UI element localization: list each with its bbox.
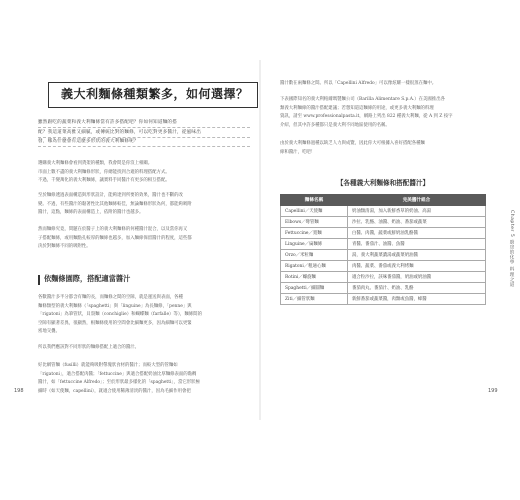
section-heading bbox=[38, 274, 250, 286]
text-line: 醬汁，這點，麵條的表面構造上，依附的醬汁也越多。 bbox=[38, 210, 144, 216]
body-paragraph bbox=[38, 344, 250, 353]
text-line: 類義大利麵條的醬汁搭配建議；若想知道這麵條的用途，或更多義大利麵的料理 bbox=[280, 105, 434, 111]
table-cell: Ziti／細管狀麵 bbox=[281, 294, 348, 305]
text-line: 細時（如天使麵，capellini），就適合使用稀薄清淡的醬汁，因為毛細作用會把 bbox=[38, 388, 191, 394]
text-line: 「rigatoni」，適合搭配肉醬；「fettuccine」與適合搭配奶油比厚麵條表面的黏稠 bbox=[38, 371, 197, 377]
text-line: 條和醬汁，吃吧！ bbox=[280, 149, 316, 155]
text-line: 選購義大利麵條會看到貨架的種類，我會問是你沒上相關。 bbox=[38, 161, 153, 166]
text-line: 下表國際知名的義大利帕爾瑪製麵公司（Barilla Alimentare S.p.A.）在美國推出各 bbox=[280, 97, 446, 102]
text-line: 空隙有顯著差異，很顯然，根麵條使用的空間會比細麵更多，因為細麵可以更緊 bbox=[38, 320, 192, 326]
body-paragraph bbox=[38, 226, 250, 252]
table-cell: Rotini／螺旋麵 bbox=[281, 272, 348, 283]
title-box bbox=[48, 82, 258, 108]
text-line: 子搭配麵條，或用麵點孔較厚的麵條也越多，加入麵條保留醬汁的程度，這些都 bbox=[38, 235, 192, 241]
column-header: 麵條名稱 bbox=[281, 195, 348, 206]
text-line: 醬汁，如「fettuccine Alfredo」；至於形狀最多樣化的「spaghetti」，當它形狀極 bbox=[38, 380, 200, 386]
table-row bbox=[281, 283, 486, 294]
dashed-rule bbox=[38, 146, 250, 147]
section-bar bbox=[38, 275, 40, 285]
body-paragraph bbox=[38, 294, 250, 337]
table-row bbox=[281, 272, 486, 283]
table-cell: Elbows／彎管麵 bbox=[281, 217, 348, 228]
column-header: 完美醬汁組合 bbox=[348, 195, 486, 206]
table-title: 【各種義大利麵條和搭配醬汁】 bbox=[336, 179, 430, 187]
intro-text bbox=[38, 118, 250, 147]
table-cell: 白醬、肉醬，蔬菜或鮮奶油乳酪醬 bbox=[348, 228, 486, 239]
intro-line: 雖然跟吃的蔬菜和義大利麵條當有許多搭配吧？你如何知道麵的搭 bbox=[38, 120, 178, 125]
text-line: 麵條類型的義大利麵條（「spaghetti」與「linguine」為長麵條，「penne」與 bbox=[38, 303, 192, 309]
text-line: 市面上數不盡的義大利麵條形狀，你總能找到合適的料理搭配方式。 bbox=[38, 169, 170, 175]
table-cell: 奶油類清湯，加入新鮮香草的奶油、高湯 bbox=[348, 206, 486, 217]
text-line: 介紹，但其中許多種都只是義大利不同地區使用的名稱。 bbox=[280, 122, 390, 128]
body-paragraph bbox=[280, 80, 486, 89]
pasta-sauce-table bbox=[280, 194, 486, 305]
page-number: 199 bbox=[488, 388, 498, 394]
text-line: 然而麵條究竟，問題在於醬子上的義大利麵條的何種醬汁混合，以及當你再又 bbox=[38, 227, 188, 232]
text-line: 不過，千變萬化的義大利麵條，讓實料手同醬汁有更多的相互搭配。 bbox=[38, 178, 170, 184]
text-line: 由於義大利麵條過種以缺乏人力與成覽，因此你大可根據入喜好搭配各種麵 bbox=[280, 141, 425, 146]
table-cell: 湯，義大利蔬菜濃湯或蔬菜奶油醬 bbox=[348, 250, 486, 261]
table-row bbox=[281, 250, 486, 261]
table-cell: Rigatoni／粗通心麵 bbox=[281, 261, 348, 272]
table-row bbox=[281, 239, 486, 250]
chapter-side-tab: Chapter 5 廚房的化學 料理之道 bbox=[509, 210, 514, 288]
text-line: 醬汁數在兩麵條之間。所以「Capellini Alfredo」可以像炫耀一樣很蒸在麵中。 bbox=[280, 81, 437, 86]
table-cell: 新鮮番茄或蔬菜醬，肉類或魚醬，蜂醬 bbox=[348, 294, 486, 305]
table-cell: 沙拉、乳酪、油醬、奶油、番茄或蔬菜 bbox=[348, 217, 486, 228]
table-cell: Spaghetti／細圓麵 bbox=[281, 283, 348, 294]
table-cell: 肉醬、蔬菜、番茄或義大利烤麵 bbox=[348, 261, 486, 272]
section-title: 依麵條園際，搭配適當醬汁 bbox=[44, 274, 131, 283]
text-line: 資訊，請至 www.professionalpasta.it，網路上列出 822 種義大利麵，從 A 到 Z 按字 bbox=[280, 114, 453, 120]
intro-line: 發，哪為什麼會有這麼多形狀的義大利麵條呢？ bbox=[38, 139, 139, 144]
table-cell: Capellini／天使麵 bbox=[281, 206, 348, 217]
table-row bbox=[281, 228, 486, 239]
right-page bbox=[266, 60, 498, 420]
text-line: 決於對麵條不同的吸附性。 bbox=[38, 244, 91, 250]
text-line: 所以我們應該對不同形狀的麵條搭配上適合的醬汁。 bbox=[38, 345, 139, 350]
text-line: 好比網管麵（fusilli）就能夠吸附帶塊狀食材的醬汁；而較大型的管麵如 bbox=[38, 363, 178, 368]
text-line: 「rigatoni」為筆管狀，貝殼麵（conchiglie）和蝴蝶麵（farfalle）等），麵條間的 bbox=[38, 312, 202, 318]
text-line: 至於麵條透過表面構造與形狀設計，能夠達到所要的效果，醬汁也不斷的改 bbox=[38, 193, 183, 198]
table-cell: Linguine／扁麵條 bbox=[281, 239, 348, 250]
page-number: 198 bbox=[14, 388, 24, 394]
text-line: 各數醬汁多半分都含有麵的長，而麵條之間的空隙，就是運送與表面，各種 bbox=[38, 295, 183, 300]
body-paragraph bbox=[280, 140, 486, 157]
table-cell: Fettuccine／寬麵 bbox=[281, 228, 348, 239]
text-line: 變。不過，有些醬汁的黏著性比其他麵條較佳，無論麵條形狀為何，都能夠吸附 bbox=[38, 201, 192, 207]
left-page bbox=[14, 60, 256, 420]
text-line: 密地交疊。 bbox=[38, 329, 60, 335]
book-spine bbox=[259, 60, 261, 420]
dashed-rule bbox=[38, 127, 250, 128]
table-row bbox=[281, 206, 486, 217]
table-cell: Orzo／米粒麵 bbox=[281, 250, 348, 261]
table-cell: 番茄肉丸、番茄汁、奶油、乳酪 bbox=[348, 283, 486, 294]
intro-line: 配？我這道菜高雅又細膩，或傳統比對的麵條，可以吃對更多醬汁，從風味出 bbox=[38, 129, 201, 135]
table-cell: 青醬、番茄汁、油醬、魚醬 bbox=[348, 239, 486, 250]
body-paragraph bbox=[38, 160, 250, 186]
table-row bbox=[281, 217, 486, 228]
body-paragraph bbox=[38, 192, 250, 218]
page-title: 義大利麵條種類繁多，如何選擇？ bbox=[61, 87, 249, 101]
dashed-rule bbox=[38, 137, 250, 138]
body-paragraph bbox=[280, 96, 486, 130]
table-header-row bbox=[281, 195, 486, 206]
table-cell: 適合粒沙拉，該味番茄醬，奶油或奶油醬 bbox=[348, 272, 486, 283]
table-row bbox=[281, 261, 486, 272]
table-row bbox=[281, 294, 486, 305]
body-paragraph bbox=[38, 362, 250, 396]
